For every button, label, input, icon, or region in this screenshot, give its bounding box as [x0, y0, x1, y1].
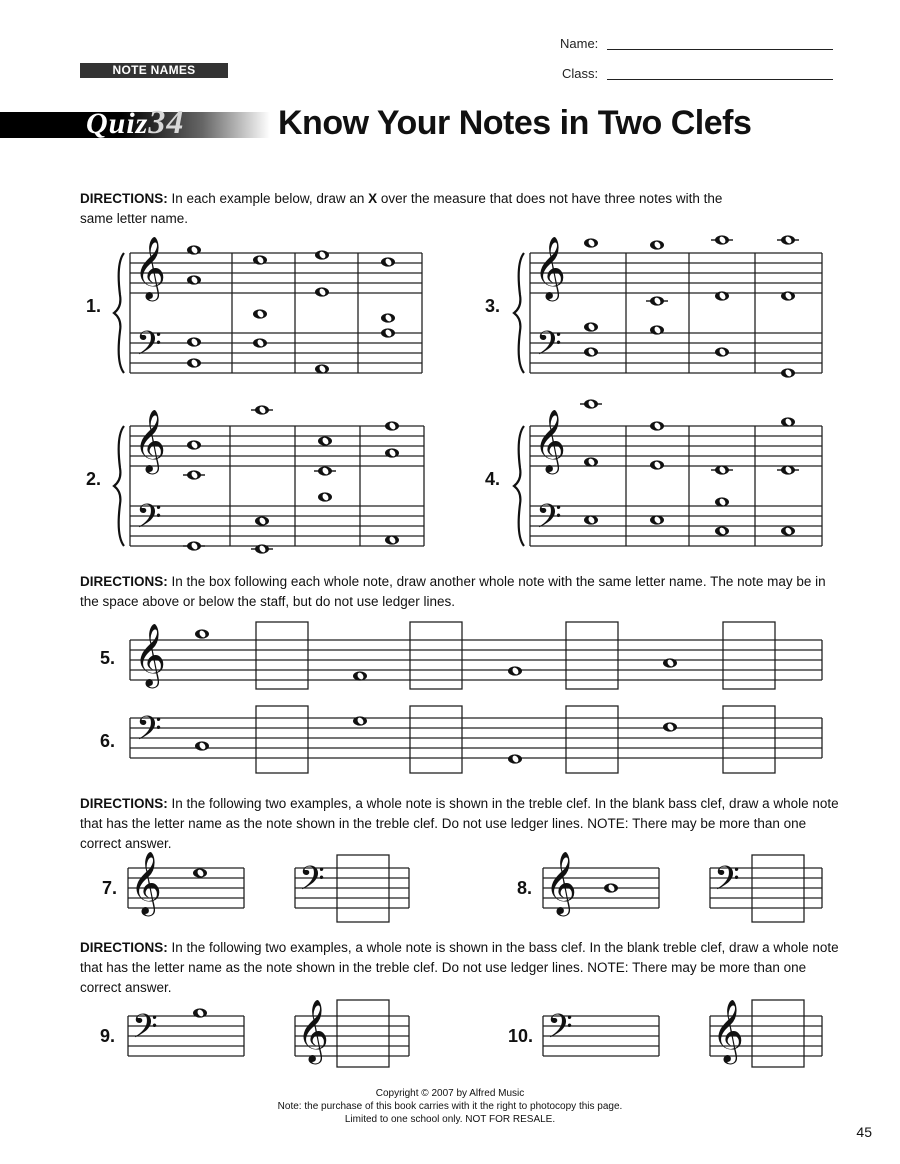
bass-clef-icon: 𝄢: [536, 325, 562, 371]
bass-clef-icon: 𝄢: [299, 860, 325, 906]
answer-box: [752, 1000, 804, 1067]
question-number: 3.: [485, 296, 501, 316]
treble-clef-icon: 𝄞: [134, 236, 166, 299]
footer: [0, 1087, 900, 1126]
answer-box: [566, 622, 618, 689]
treble-clef-icon: 𝄞: [712, 999, 744, 1062]
question-number: 1.: [86, 296, 102, 316]
treble-clef-icon: 𝄞: [534, 409, 566, 472]
brace-icon: [114, 253, 124, 373]
treble-clef-icon: 𝄞: [130, 851, 162, 914]
question-number: 8.: [517, 878, 533, 898]
name-label: Name:: [560, 36, 599, 51]
quiz-label: Quiz34: [86, 104, 185, 141]
treble-clef-icon: 𝄞: [297, 999, 329, 1062]
question-number: 9.: [100, 1026, 116, 1046]
bass-clef-icon: 𝄢: [136, 498, 162, 544]
brace-icon: [514, 426, 524, 546]
treble-clef-icon: 𝄞: [134, 623, 166, 686]
directions-2: DIRECTIONS: In the box following each whole note, draw another whole note with the same letter name. The note may be in the space above or below the staff, but do not use ledger lines.: [80, 574, 826, 609]
answer-box: [723, 706, 775, 773]
bass-clef-icon: 𝄢: [136, 710, 162, 756]
brace-icon: [114, 426, 124, 546]
page-number: 45: [856, 1124, 872, 1140]
answer-box: [723, 622, 775, 689]
brace-icon: [514, 253, 524, 373]
question-number: 2.: [86, 469, 102, 489]
answer-box: [410, 706, 462, 773]
bass-clef-icon: 𝄢: [132, 1008, 158, 1054]
directions-3: DIRECTIONS: In the following two examples, a whole note is shown in the treble clef. In the blank bass clef, draw a whole note that has the letter name as the note shown in the treble clef. Do not use ledger lines. NOTE: There may be more than one correct answer.: [80, 796, 839, 851]
page-title: Know Your Notes in Two Clefs: [278, 104, 752, 142]
question-number: 5.: [100, 648, 116, 668]
bass-clef-icon: 𝄢: [714, 860, 740, 906]
treble-clef-icon: 𝄞: [545, 851, 577, 914]
answer-box: [256, 706, 308, 773]
question-number: 10.: [508, 1026, 534, 1046]
treble-clef-icon: 𝄞: [534, 236, 566, 299]
treble-clef-icon: 𝄞: [134, 409, 166, 472]
answer-box: [337, 1000, 389, 1067]
question-number: 7.: [102, 878, 118, 898]
copyright-text: Copyright © 2007 by Alfred Music: [375, 1088, 525, 1099]
bass-clef-icon: 𝄢: [136, 325, 162, 371]
bass-clef-icon: 𝄢: [536, 498, 562, 544]
answer-box: [256, 622, 308, 689]
answer-box: [410, 622, 462, 689]
footer-note: Note: the purchase of this book carries with it the right to photocopy this page.: [277, 1101, 623, 1112]
question-number: 6.: [100, 731, 116, 751]
class-label: Class:: [562, 66, 599, 81]
section-tag: NOTE NAMES: [80, 63, 228, 78]
directions-4: DIRECTIONS: In the following two examples, a whole note is shown in the bass clef. In the blank treble clef, draw a whole note that has the letter name as the note shown in the treble clef. Do not use ledger lines. NOTE: There may be more than one correct answer.: [80, 940, 839, 995]
question-number: 4.: [485, 469, 501, 489]
directions-1: DIRECTIONS: In each example below, draw an X over the measure that does not have three notes with the same letter name.: [80, 191, 723, 226]
footer-limit: Limited to one school only. NOT FOR RESALE.: [344, 1114, 556, 1125]
bass-clef-icon: 𝄢: [547, 1008, 573, 1054]
answer-box: [566, 706, 618, 773]
